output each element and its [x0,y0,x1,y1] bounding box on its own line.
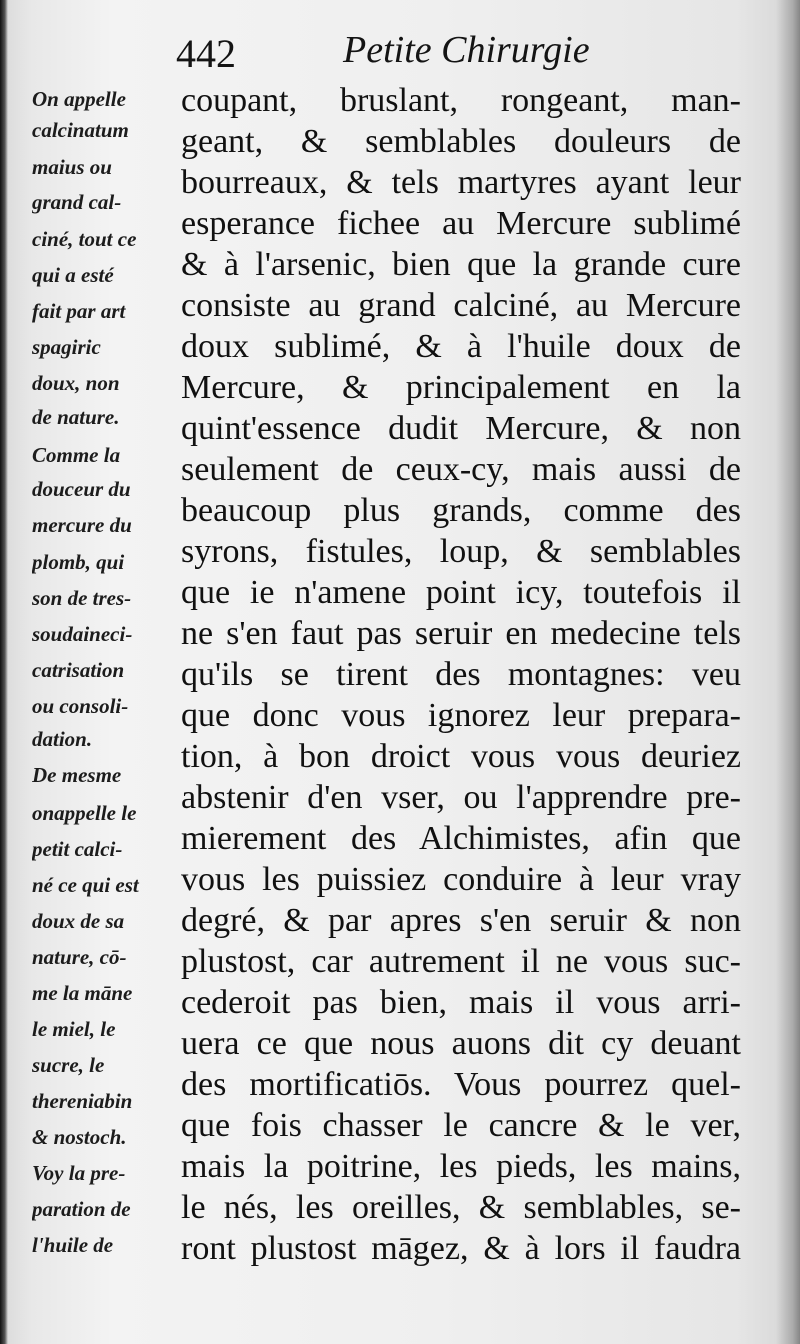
margin-note-line: maius ou [32,155,112,179]
margin-note-line: son de tres- [32,586,132,610]
text-line: syrons, fistules, loup, & semblables [181,533,741,570]
text-line: vous les puissiez conduire à leur vray [181,861,741,898]
margin-note-line: douceur du [32,477,131,501]
margin-note-line: spagiric [32,335,101,359]
margin-note-line: Comme la [32,443,121,467]
margin-note-line: petit calci- [32,837,123,861]
text-line: tion, à bon droict vous vous deuriez [181,738,741,775]
margin-note-line: mercure du [32,513,132,537]
margin-note-line: sucre, le [32,1053,105,1077]
margin-note-line: ou consoli- [32,694,129,718]
margin-note-line: calcinatum [32,118,129,142]
body-text [181,78,741,1298]
text-line: doux sublimé, & à l'huile doux de [181,328,741,365]
running-title: Petite Chirurgie [343,29,590,71]
text-line: beaucoup plus grands, comme des [181,492,741,529]
margin-note-line: me la māne [32,981,133,1005]
text-line: coupant, bruslant, rongeant, man- [181,82,741,119]
page-bottom-margin [0,1290,800,1344]
text-line: bourreaux, & tels martyres ayant leur [181,164,741,201]
text-line: seulement de ceux-cy, mais aussi de [181,451,741,488]
text-line: que ie n'amene point icy, toutefois il [181,574,741,611]
page-number: 442 [176,31,236,76]
text-line: consiste au grand calciné, au Mercure [181,287,741,324]
margin-note-line: & nostoch. [32,1125,127,1149]
text-line: plustost, car autrement il ne vous suc- [181,943,741,980]
text-line: que fois chasser le cancre & le ver, [181,1107,741,1144]
margin-note-line: De mesme [32,763,122,787]
text-line: mais la poitrine, les pieds, les mains, [181,1148,741,1185]
text-line: que donc vous ignorez leur prepara- [181,697,741,734]
page-gutter-shadow [0,0,8,1344]
margin-note-line: On appelle [32,87,126,111]
text-line: cederoit pas bien, mais il vous arri- [181,984,741,1021]
text-line: esperance fichee au Mercure sublimé [181,205,741,242]
margin-note-line: ciné, tout ce [32,227,137,251]
margin-note-line: dation. [32,727,93,751]
margin-note-line: fait par art [32,299,126,323]
margin-note-line: soudaineci- [32,622,133,646]
text-line: abstenir d'en vser, ou l'apprendre pre- [181,779,741,816]
margin-note-line: plomb, qui [32,550,125,574]
text-line: quint'essence dudit Mercure, & non [181,410,741,447]
text-line: Mercure, & principalement en la [181,369,741,406]
margin-note-line: de nature. [32,405,120,429]
margin-note-line: l'huile de [32,1233,114,1257]
margin-note-line: paration de [32,1197,131,1221]
margin-notes [32,86,177,1326]
margin-note-line: onappelle le [32,801,137,825]
text-line: ront plustost māgez, & à lors il faudra [181,1230,741,1267]
text-line: le nés, les oreilles, & semblables, se- [181,1189,741,1226]
margin-note-line: nature, cō- [32,945,127,969]
margin-note-line: doux, non [32,371,120,395]
text-line: degré, & par apres s'en seruir & non [181,902,741,939]
margin-note-line: thereniabin [32,1089,133,1113]
text-line: uera ce que nous auons dit cy deuant [181,1025,741,1062]
text-line: geant, & semblables douleurs de [181,123,741,160]
text-line: des mortificatiōs. Vous pourrez quel- [181,1066,741,1103]
text-line: mierement des Alchimistes, afin que [181,820,741,857]
margin-note-line: né ce qui est [32,873,139,897]
text-line: qu'ils se tirent des montagnes: veu [181,656,741,693]
page-edge-shadow [776,0,800,1344]
margin-note-line: Voy la pre- [32,1161,126,1185]
margin-note-line: qui a esté [32,263,114,287]
margin-note-line: catrisation [32,658,125,682]
margin-note-line: le miel, le [32,1017,116,1041]
page-header [0,22,800,82]
text-line: ne s'en faut pas seruir en medecine tels [181,615,741,652]
margin-note-line: doux de sa [32,909,125,933]
margin-note-line: grand cal- [32,190,122,214]
text-line: & à l'arsenic, bien que la grande cure [181,246,741,283]
